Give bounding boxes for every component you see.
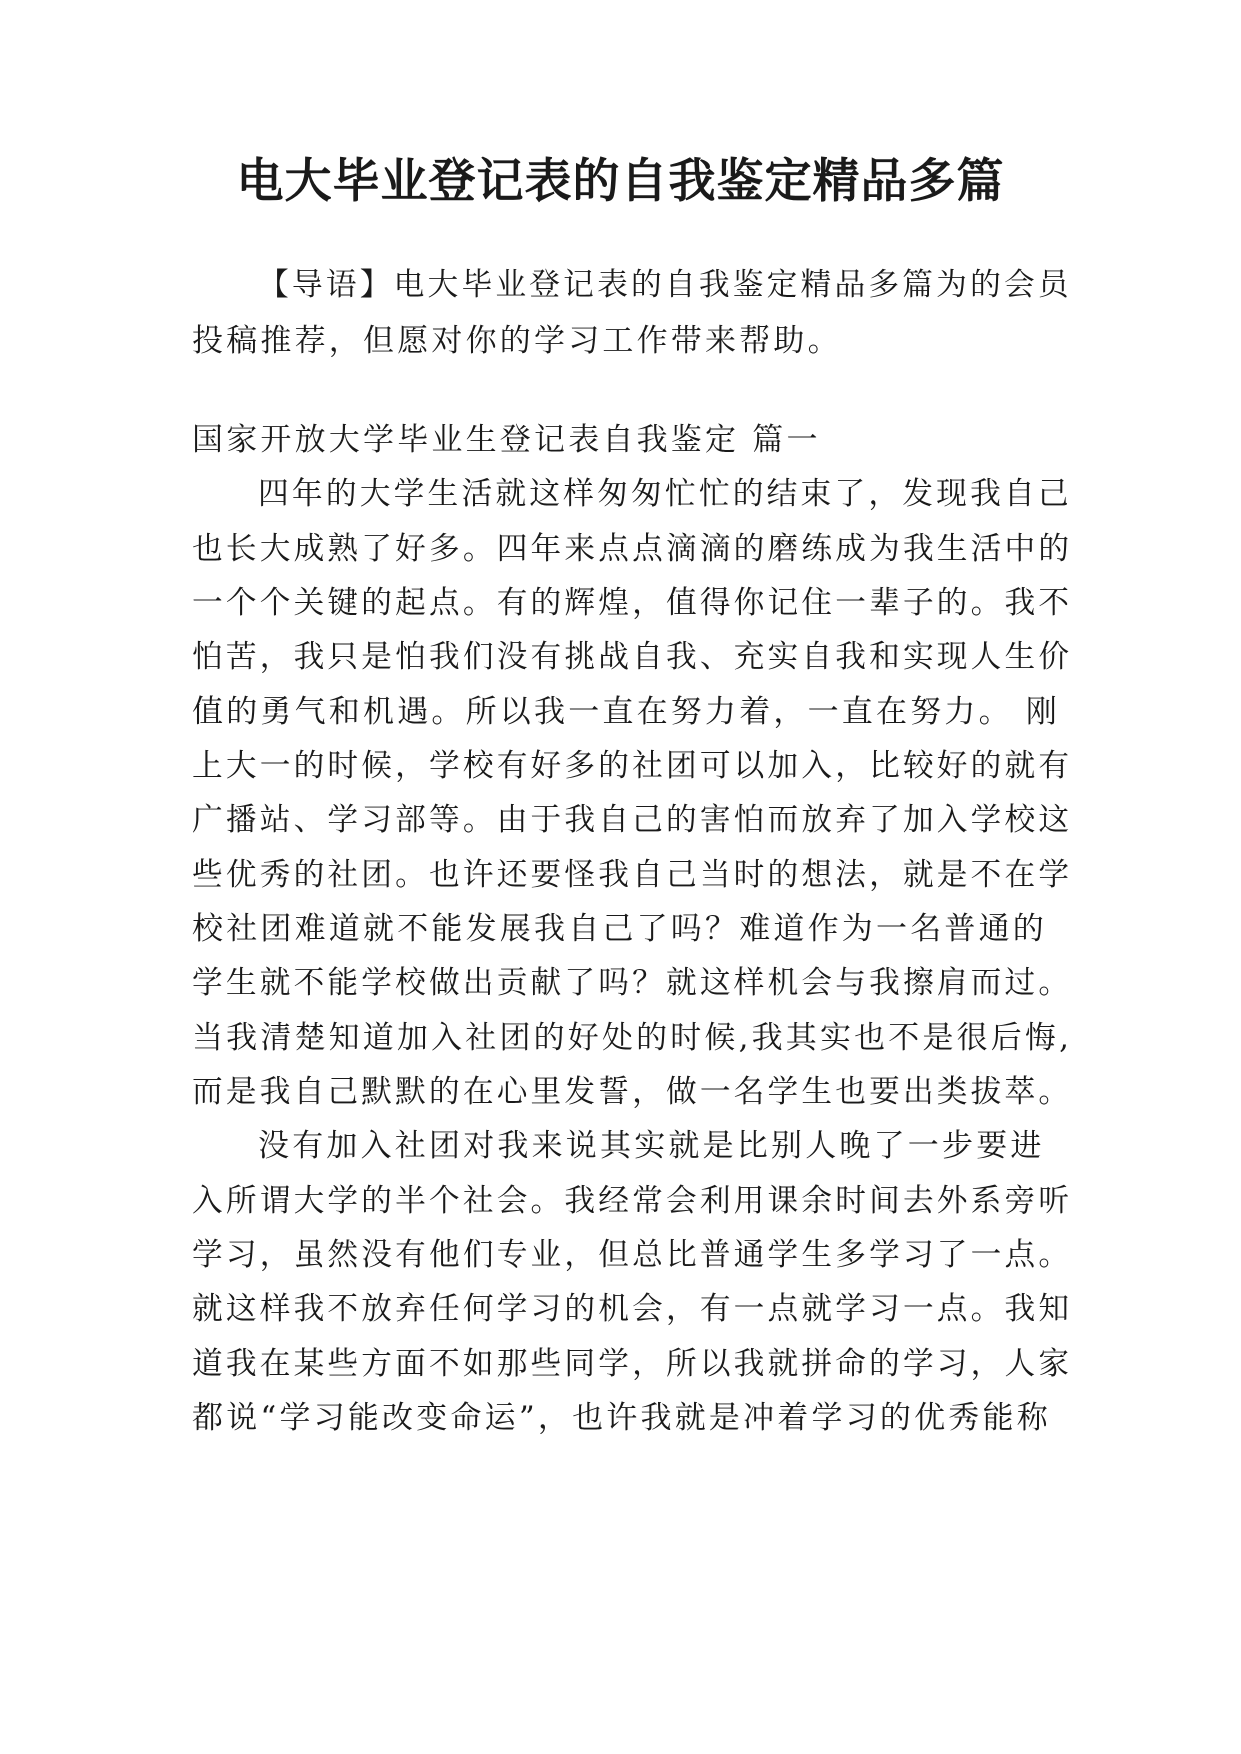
paragraph-line: 四年的大学生活就这样匆匆忙忙的结束了，发现我自己 bbox=[258, 476, 1072, 512]
paragraph-line: 当我清楚知道加入社团的好处的时候,我其实也不是很后悔, bbox=[192, 1020, 1073, 1056]
paragraph-line: 也长大成熟了好多。四年来点点滴滴的磨练成为我生活中的 bbox=[192, 531, 1073, 567]
paragraph-line: 广播站、学习部等。由于我自己的害怕而放弃了加入学校这 bbox=[192, 802, 1073, 838]
paragraph-line: 校社团难道就不能发展我自己了吗？难道作为一名普通的 bbox=[192, 911, 1047, 947]
intro-line: 投稿推荐，但愿对你的学习工作带来帮助。 bbox=[192, 323, 842, 359]
document-title: 电大毕业登记表的自我鉴定精品多篇 bbox=[236, 154, 1005, 209]
paragraph-line: 没有加入社团对我来说其实就是比别人晚了一步要进 bbox=[258, 1128, 1045, 1164]
paragraph-line: 上大一的时候，学校有好多的社团可以加入，比较好的就有 bbox=[192, 748, 1073, 784]
section-heading: 国家开放大学毕业生登记表自我鉴定 篇一 bbox=[192, 422, 821, 458]
intro-line: 【导语】电大毕业登记表的自我鉴定精品多篇为的会员 bbox=[258, 267, 1072, 303]
paragraph-line: 入所谓大学的半个社会。我经常会利用课余时间去外系旁听 bbox=[192, 1183, 1073, 1219]
paragraph-line: 怕苦，我只是怕我们没有挑战自我、充实自我和实现人生价 bbox=[192, 639, 1073, 675]
paragraph-line: 些优秀的社团。也许还要怪我自己当时的想法，就是不在学 bbox=[192, 857, 1073, 893]
paragraph-line: 学生就不能学校做出贡献了吗？就这样机会与我擦肩而过。 bbox=[192, 965, 1073, 1001]
paragraph-line: 值的勇气和机遇。所以我一直在努力着，一直在努力。 刚 bbox=[192, 694, 1061, 730]
paragraph-line: 而是我自己默默的在心里发誓，做一名学生也要出类拔萃。 bbox=[192, 1074, 1073, 1110]
paragraph-line: 道我在某些方面不如那些同学，所以我就拼命的学习，人家 bbox=[192, 1346, 1073, 1382]
paragraph-line: 学习，虽然没有他们专业，但总比普通学生多学习了一点。 bbox=[192, 1237, 1073, 1273]
paragraph-line: 都说“学习能改变命运”，也许我就是冲着学习的优秀能称 bbox=[192, 1400, 1051, 1436]
paragraph-line: 一个个关键的起点。有的辉煌，值得你记住一辈子的。我不 bbox=[192, 585, 1073, 621]
paragraph-line: 就这样我不放弃任何学习的机会，有一点就学习一点。我知 bbox=[192, 1291, 1073, 1327]
